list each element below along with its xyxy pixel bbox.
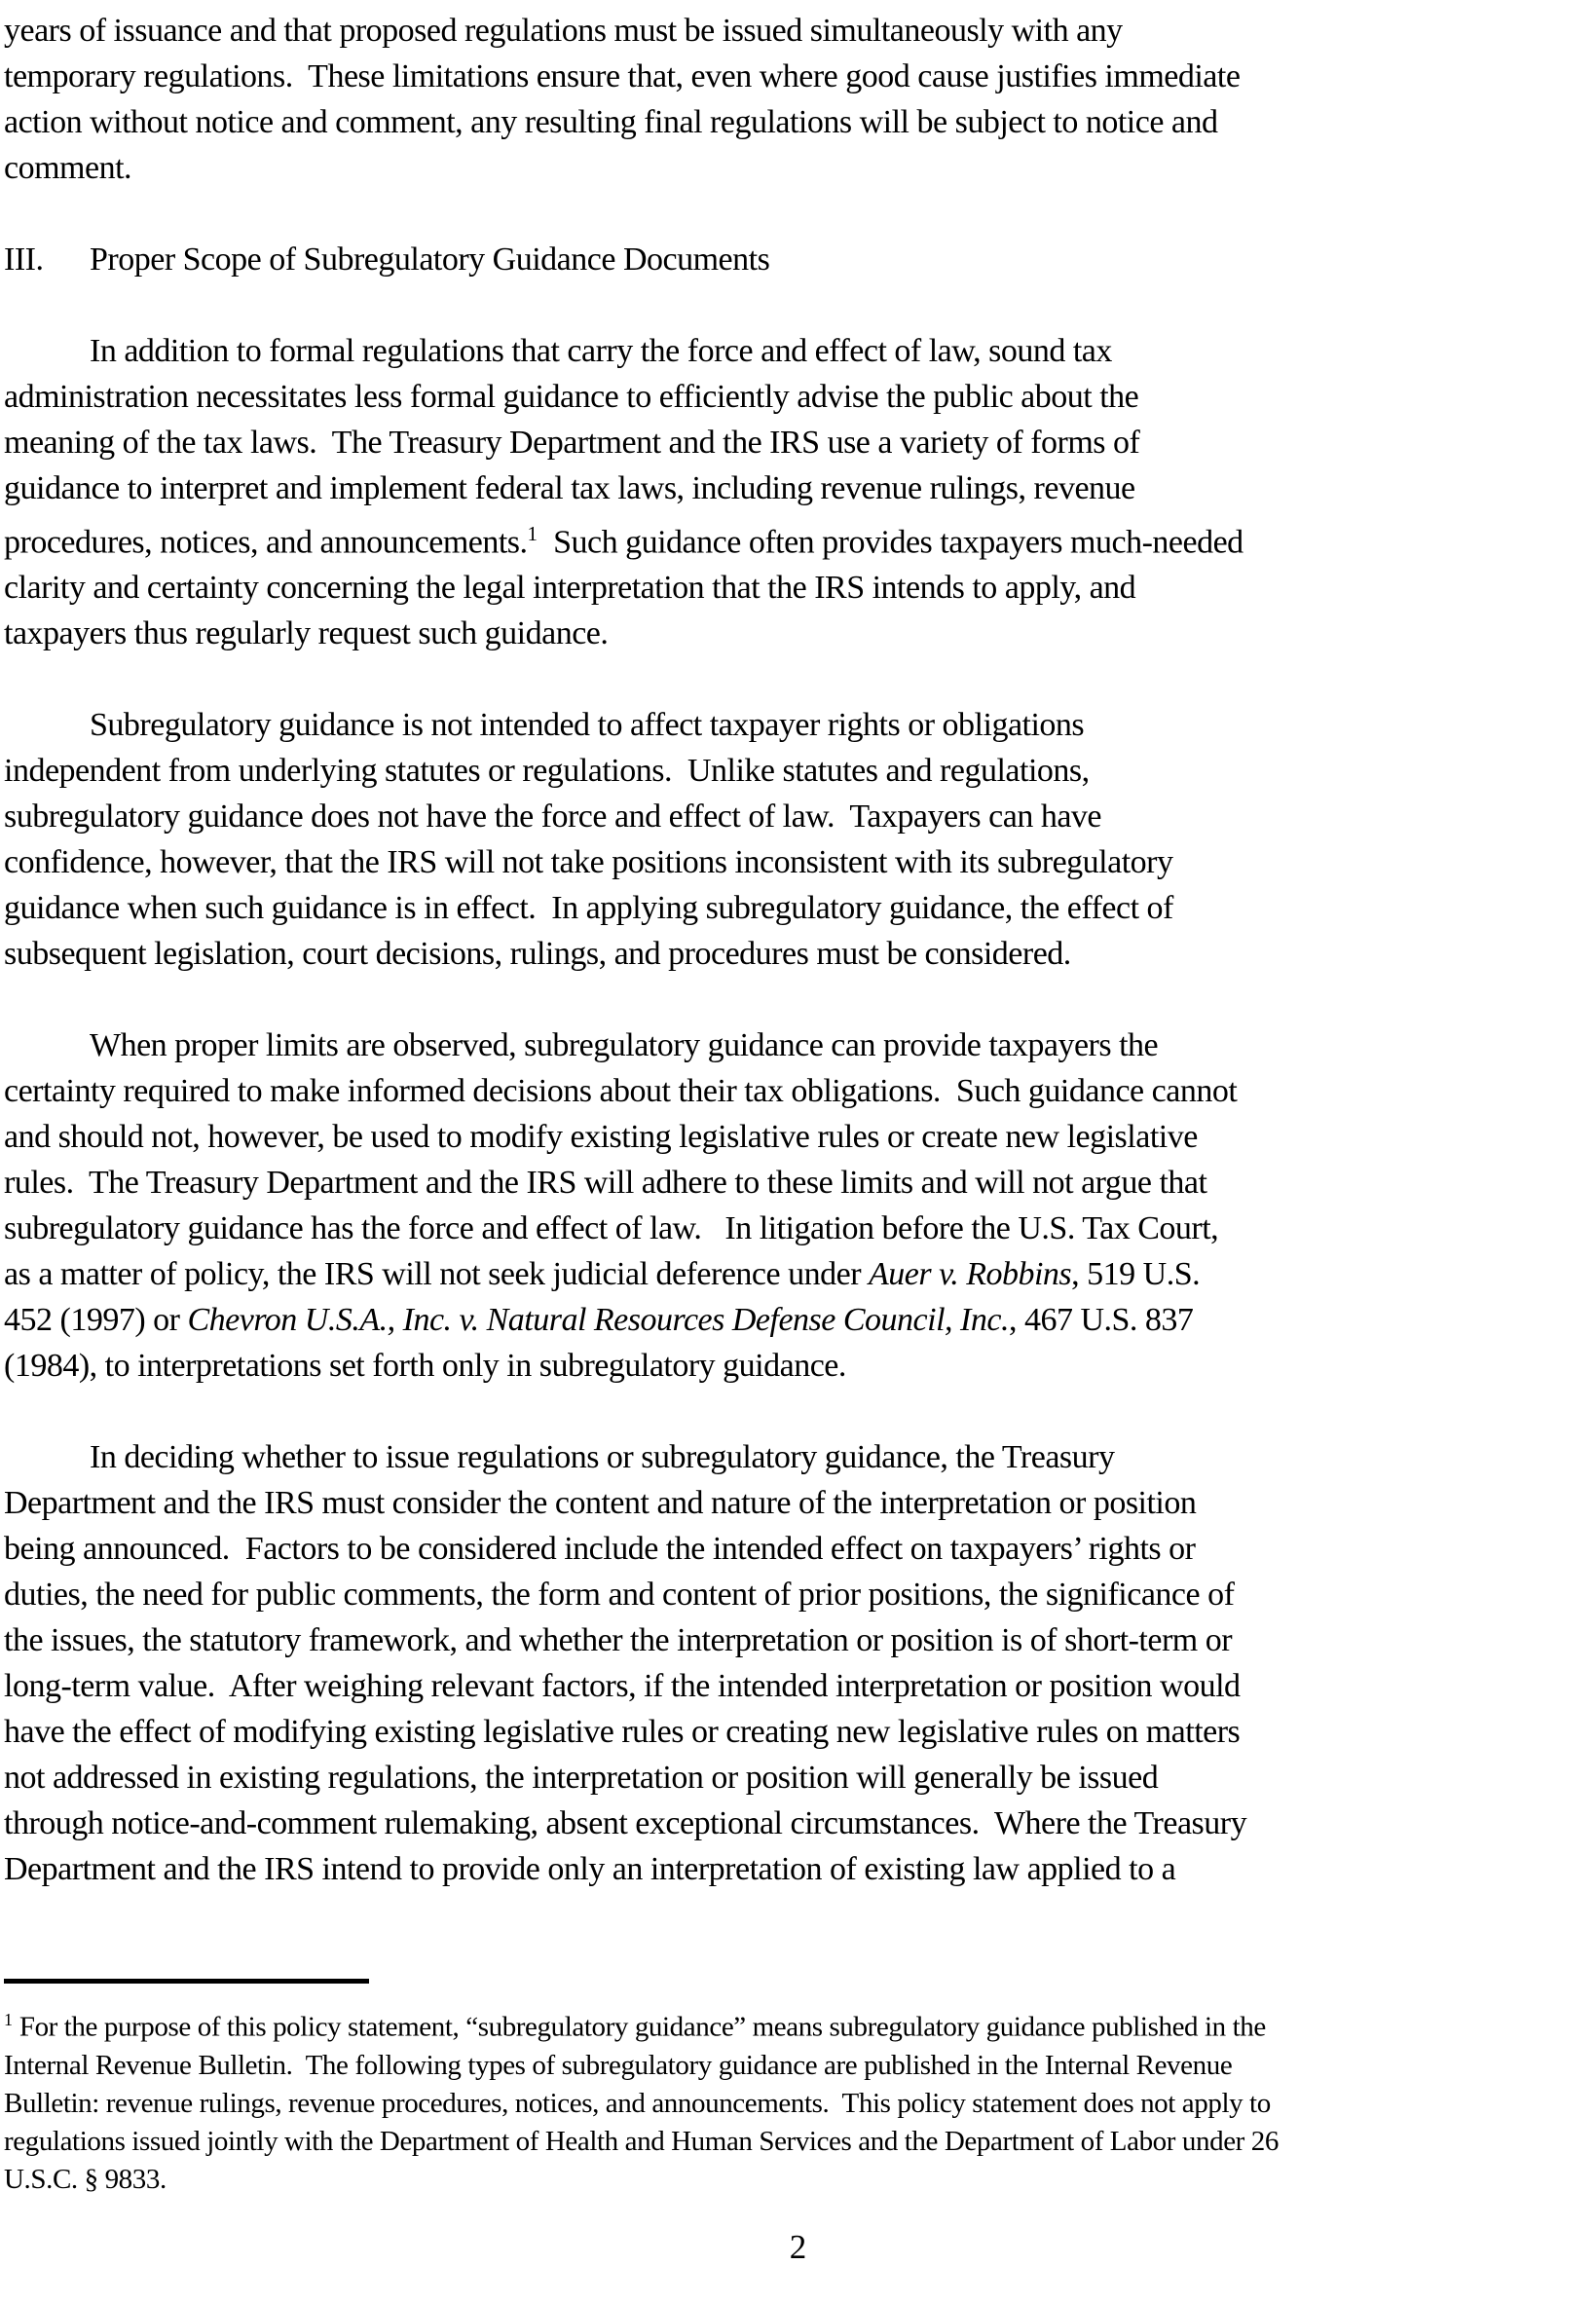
text-line: $^1$ For the purpose of this policy statement, “subregulatory guidance” means subregulatory guidance published in the [4,2010,1266,2043]
text-line: subregulatory guidance has the force and effect of law. In litigation before the U.S. Tax Court, [4,1210,1219,1247]
text-line: Department and the IRS intend to provide only an interpretation of existing law applied to a [4,1851,1176,1888]
text-line: (1984), to interpretations set forth only in subregulatory guidance. [4,1348,846,1385]
text-line: the issues, the statutory framework, and whether the interpretation or position is of short-term or [4,1622,1233,1659]
text-line: Internal Revenue Bulletin. The following types of subregulatory guidance are published in the Internal Revenue [4,2049,1233,2081]
heading-number: III. [4,241,44,278]
text-line: regulations issued jointly with the Department of Health and Human Services and the Department of Labor under 26 [4,2125,1279,2157]
text-line: certainty required to make informed decisions about their tax obligations. Such guidance cannot [4,1073,1238,1110]
text-line: administration necessitates less formal guidance to efficiently advise the public about the [4,379,1139,415]
text-line: procedures, notices, and announcements.$^1$ Such guidance often provides taxpayers much-needed [4,522,1243,561]
case-citation: Chevron U.S.A., Inc. v. Natural Resources Defense Council, Inc. [187,1302,1009,1339]
text-line: taxpayers thus regularly request such guidance. [4,615,609,652]
text-line: independent from underlying statutes or regulations. Unlike statutes and regulations, [4,753,1090,790]
text-line: Department and the IRS must consider the content and nature of the interpretation or position [4,1485,1197,1522]
text-line: confidence, however, that the IRS will not take positions inconsistent with its subregulatory [4,844,1173,881]
paragraph-in-addition [4,328,1542,656]
text-line: 452 (1997) or Chevron U.S.A., Inc. v. Natural Resources Defense Council, Inc., 467 U.S. 837 [4,1302,1194,1339]
text-line: as a matter of policy, the IRS will not seek judicial deference under Auer v. Robbins, 519 U.S. [4,1256,1201,1293]
text-line: meaning of the tax laws. The Treasury Department and the IRS use a variety of forms of [4,425,1140,461]
text-line: clarity and certainty concerning the legal interpretation that the IRS intends to apply, and [4,570,1136,607]
text-line: Bulletin: revenue rulings, revenue procedures, notices, and announcements. This policy statement does not apply to [4,2087,1271,2119]
footnote-reference: 1 [527,522,538,545]
text-line: not addressed in existing regulations, the interpretation or position will generally be issued [4,1760,1159,1797]
text-line: comment. [4,150,132,186]
case-citation: Auer v. Robbins [869,1256,1072,1293]
text-line: guidance to interpret and implement federal tax laws, including revenue rulings, revenue [4,470,1135,506]
section-heading-iii [4,237,1542,282]
text-line: and should not, however, be used to modify existing legislative rules or create new legislative [4,1119,1198,1156]
footnote-reference: 1 [4,2010,13,2029]
text-line: temporary regulations. These limitations ensure that, even where good cause justifies immediate [4,58,1241,94]
text-line: In addition to formal regulations that carry the force and effect of law, sound tax [90,333,1112,369]
text-line: subregulatory guidance does not have the force and effect of law. Taxpayers can have [4,798,1101,835]
text-line: being announced. Factors to be considered include the intended effect on taxpayers’ rights or [4,1531,1196,1568]
paragraph-when-proper-limits [4,1022,1542,1389]
text-line: U.S.C. § 9833. [4,2163,167,2195]
text-line: guidance when such guidance is in effect. In applying subregulatory guidance, the effect of [4,890,1173,927]
text-line: long-term value. After weighing relevant factors, if the intended interpretation or position would [4,1668,1241,1705]
text-line: duties, the need for public comments, the form and content of prior positions, the significance of [4,1577,1235,1614]
text-line: In deciding whether to issue regulations or subregulatory guidance, the Treasury [90,1439,1115,1476]
text-line: have the effect of modifying existing legislative rules or creating new legislative rules on matters [4,1714,1241,1751]
paragraph-in-deciding [4,1434,1542,1892]
text-line: rules. The Treasury Department and the IRS will adhere to these limits and will not argue that [4,1165,1207,1202]
text-line: subsequent legislation, court decisions, rulings, and procedures must be considered. [4,936,1071,973]
footnote-text [4,2001,1552,2199]
footnote-section [4,1979,1552,2199]
footnote-separator [4,1979,369,1984]
text-line: Subregulatory guidance is not intended to affect taxpayer rights or obligations [90,707,1085,744]
text-line: through notice-and-comment rulemaking, absent exceptional circumstances. Where the Treasury [4,1805,1247,1842]
text-line: action without notice and comment, any resulting final regulations will be subject to notice and [4,104,1218,140]
heading-title: Proper Scope of Subregulatory Guidance Documents [90,241,770,278]
text-line: years of issuance and that proposed regulations must be issued simultaneously with any [4,13,1123,49]
document-text [4,8,1542,1938]
text-line: When proper limits are observed, subregulatory guidance can provide taxpayers the [90,1027,1159,1064]
paragraph-final-regulations [4,8,1542,191]
page-number: 2 [789,2228,807,2266]
paragraph-subregulatory-guidance [4,702,1542,977]
